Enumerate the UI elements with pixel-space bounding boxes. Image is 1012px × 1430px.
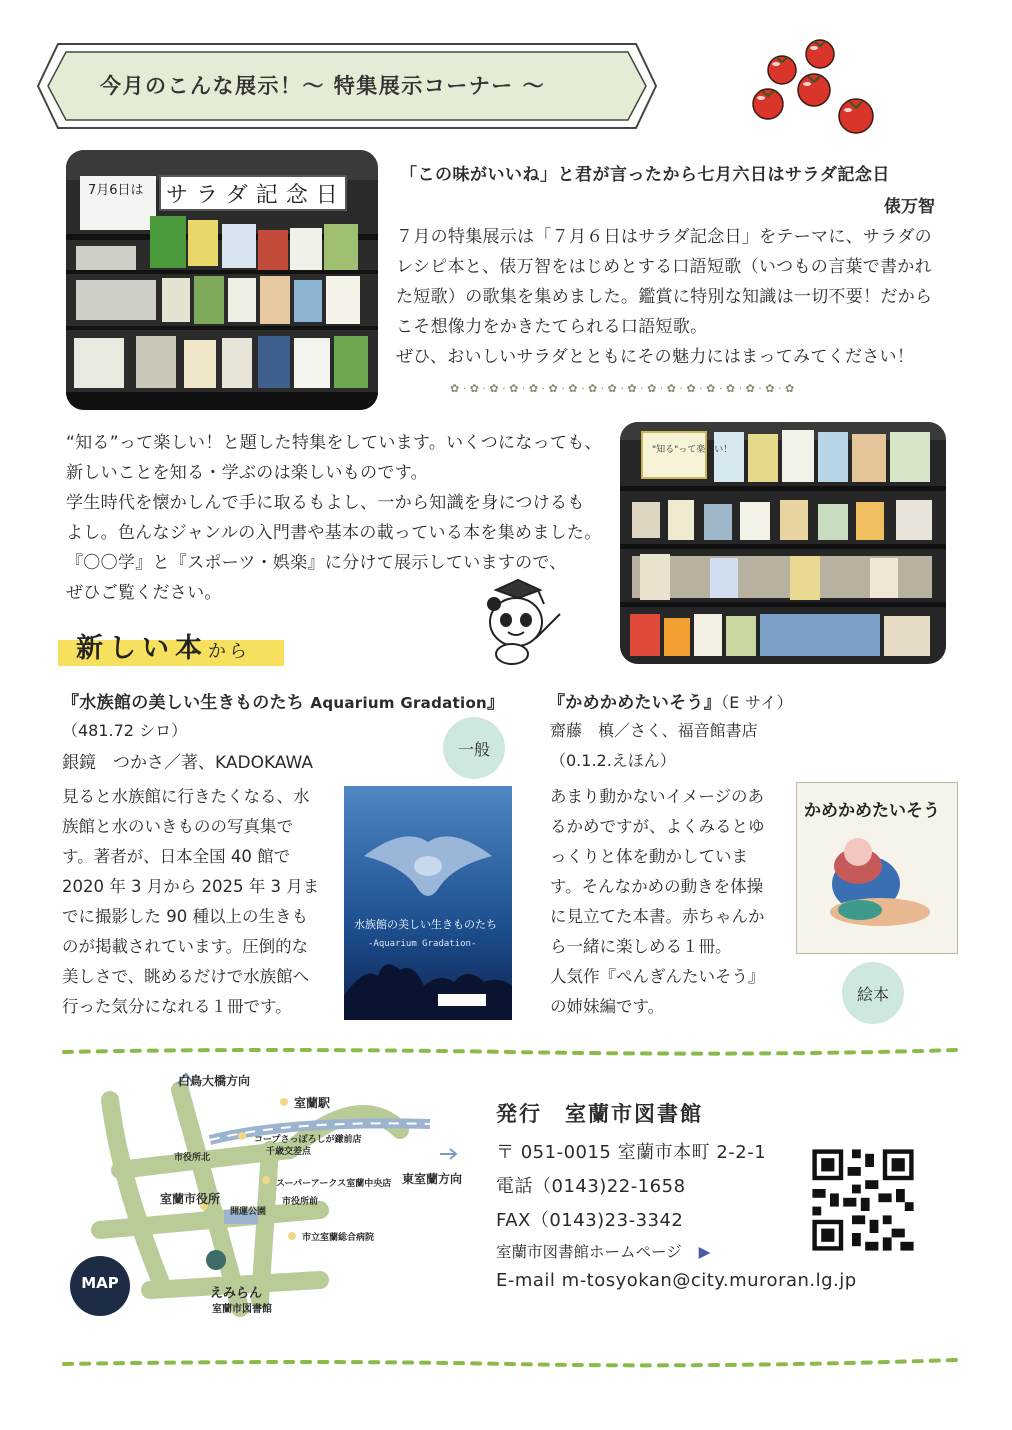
book1-cover	[344, 786, 512, 1020]
library-map	[60, 1060, 480, 1320]
text-line: ７月の特集展示は「７月６日はサラダ記念日」をテーマに、サラダの	[396, 227, 932, 247]
publisher-tel: 電話（0143)22-1658	[496, 1176, 686, 1197]
divider-bottom	[60, 1356, 960, 1368]
book2-code: （E サイ）	[721, 693, 793, 712]
text-line: よし。色んなジャンルの入門書や基本の載っている本を集めました。	[66, 523, 602, 543]
book1-author: 銀鏡 つかさ／著、KADOKAWA	[62, 753, 314, 773]
category-badge-general: 一般	[443, 717, 505, 779]
page-title: 今月のこんな展示！～ 特集展示コーナー ～	[100, 74, 546, 98]
qr-code-icon[interactable]	[808, 1145, 918, 1255]
text-line: ぜひご覧ください。	[66, 583, 222, 603]
text-line: るかめですが、よくみるとゆ	[550, 817, 765, 836]
heading-main: 新しい本	[76, 633, 208, 664]
text-line: っくりと体を動かしていま	[550, 847, 748, 866]
text-line: に見立てた本書。赤ちゃんか	[550, 907, 765, 926]
map-label-arcs: スーパーアークス室蘭中央店	[276, 1179, 392, 1189]
homepage-link[interactable]	[496, 1240, 711, 1262]
book1-description	[62, 782, 332, 1022]
text-line: す。そんなかめの動きを体操	[550, 877, 764, 896]
map-label-hakucho: 白鳥大橋方向	[178, 1074, 251, 1088]
book1-title-en: Aquarium Gradation	[310, 694, 488, 712]
map-label-coop: コープさっぽろしが鎌前店	[254, 1135, 362, 1145]
photo-sign: サラダ記念日	[166, 183, 346, 208]
book2-description	[550, 782, 786, 1022]
map-label-library: 室蘭市図書館	[212, 1304, 272, 1315]
publisher-address: 〒 051-0015 室蘭市本町 2-2-1	[496, 1142, 767, 1163]
text-line: 新しいことを知る・学ぶのは楽しいものです。	[66, 463, 428, 483]
triangle-right-icon: ▶	[698, 1243, 711, 1261]
category-badge-picture-book: 絵本	[842, 962, 904, 1024]
book1-title	[62, 688, 504, 713]
book2-call-number: （0.1.2.えほん）	[550, 751, 676, 770]
map-label-hospital: 市立室蘭総合病院	[302, 1233, 375, 1243]
book1-title-jp: 『水族館の美しい生きものたち	[62, 693, 305, 713]
text-line: ぜひ、おいしいサラダとともにその魅力にはまってみてください！	[396, 347, 915, 367]
publisher-email[interactable]: E-mail m-tosyokan@city.muroran.lg.jp	[496, 1270, 857, 1291]
map-label-chitose: 千歳交差点	[266, 1147, 312, 1157]
text-line: 人気作『ぺんぎんたいそう』	[550, 967, 765, 986]
text-line: 見ると水族館に行きたくなる、水	[62, 787, 310, 806]
heading-suffix: から	[208, 641, 250, 662]
map-label-shiyakusho-kita: 市役所北	[174, 1153, 211, 1163]
book2-title	[548, 688, 793, 713]
feature1-description	[396, 222, 956, 372]
tomato-icon	[744, 34, 894, 144]
text-line: 『〇〇学』と『スポーツ・娯楽』に分けて展示していますので、	[66, 553, 567, 573]
cover-title: 水族館の美しい生きものたち	[354, 918, 497, 931]
book1-call-number: （481.72 シロ）	[62, 721, 188, 740]
text-line: の姉妹編です。	[550, 997, 665, 1016]
homepage-label: 室蘭市図書館ホームページ	[496, 1243, 682, 1261]
tanka-author: 俵万智	[884, 197, 935, 217]
text-line: こそ想像力をかきたてられる口語短歌。	[396, 317, 708, 337]
cover-subtitle: -Aquarium Gradation-	[368, 939, 477, 949]
text-line: た短歌）の歌集を集めました。鑑賞に特別な知識は一切不要！だから	[396, 287, 933, 307]
book2-title-text: 『かめかめたいそう』	[548, 693, 721, 713]
map-label-higashi: 東室蘭方向	[402, 1172, 463, 1186]
text-line: “知る”って楽しい！と題した特集をしています。いくつになっても、	[66, 433, 602, 453]
text-line: 学生時代を懐かしんで手に取るもよし、一から知識を身につけるも	[66, 493, 585, 513]
map-label-station: 室蘭駅	[294, 1096, 331, 1110]
text-line: 行った気分になれる１冊です。	[62, 997, 292, 1016]
photo-sign: "知る"って楽しい！	[652, 445, 733, 455]
text-line: ら一緒に楽しめる１冊。	[550, 937, 732, 956]
shiru-display-photo	[620, 422, 946, 664]
svg-text:✿ · ✿ · ✿ · ✿ · ✿ · ✿ · ✿ · ✿: ✿ · ✿ · ✿ · ✿ · ✿ · ✿ · ✿ · ✿ · ✿ · ✿ · ✿ · ✿ · ✿ · ✿ · ✿ · ✿ · ✿ · ✿	[450, 382, 795, 395]
map-label-shiyakusho-mae: 市役所前	[282, 1197, 319, 1207]
cover-title: かめかめたいそう	[804, 801, 940, 821]
text-line: 2020 年 3 月から 2025 年 3 月ま	[62, 877, 320, 896]
publisher-fax: FAX（0143)23-3342	[496, 1210, 684, 1231]
text-line: 美しさで、眺めるだけで水族館へ	[62, 967, 310, 986]
map-label-park: 開運公園	[230, 1207, 267, 1217]
map-label-city-hall: 室蘭市役所	[160, 1192, 221, 1206]
map-badge: MAP	[81, 1274, 119, 1292]
text-line: レシピ本と、俵万智をはじめとする口語短歌（いつもの言葉で書かれ	[396, 257, 932, 277]
photo-sign-date: 7月6日は	[88, 183, 144, 198]
text-line: す。著者が、日本全国 40 館で	[62, 847, 291, 866]
text-line: でに撮影した 90 種以上の生きも	[62, 907, 308, 926]
book1-title-close: 』	[487, 693, 505, 713]
panda-mascot-icon	[478, 576, 568, 668]
book2-cover	[796, 782, 958, 954]
divider-top	[60, 1046, 960, 1058]
map-label-emiran: えみらん	[210, 1286, 263, 1301]
publisher-title: 発行 室蘭市図書館	[496, 1102, 703, 1126]
tanka-text: 「この味がいいね」と君が言ったから七月六日はサラダ記念日	[400, 165, 890, 185]
book2-author: 齋藤 槙／さく、福音館書店	[550, 721, 758, 740]
text-line: 族館と水のいきものの写真集で	[62, 817, 293, 836]
new-books-heading	[76, 626, 250, 665]
salad-display-photo	[66, 150, 378, 410]
star-divider	[450, 380, 870, 396]
text-line: のが掲載されています。圧倒的な	[62, 937, 309, 956]
text-line: あまり動かないイメージのあ	[550, 787, 765, 806]
